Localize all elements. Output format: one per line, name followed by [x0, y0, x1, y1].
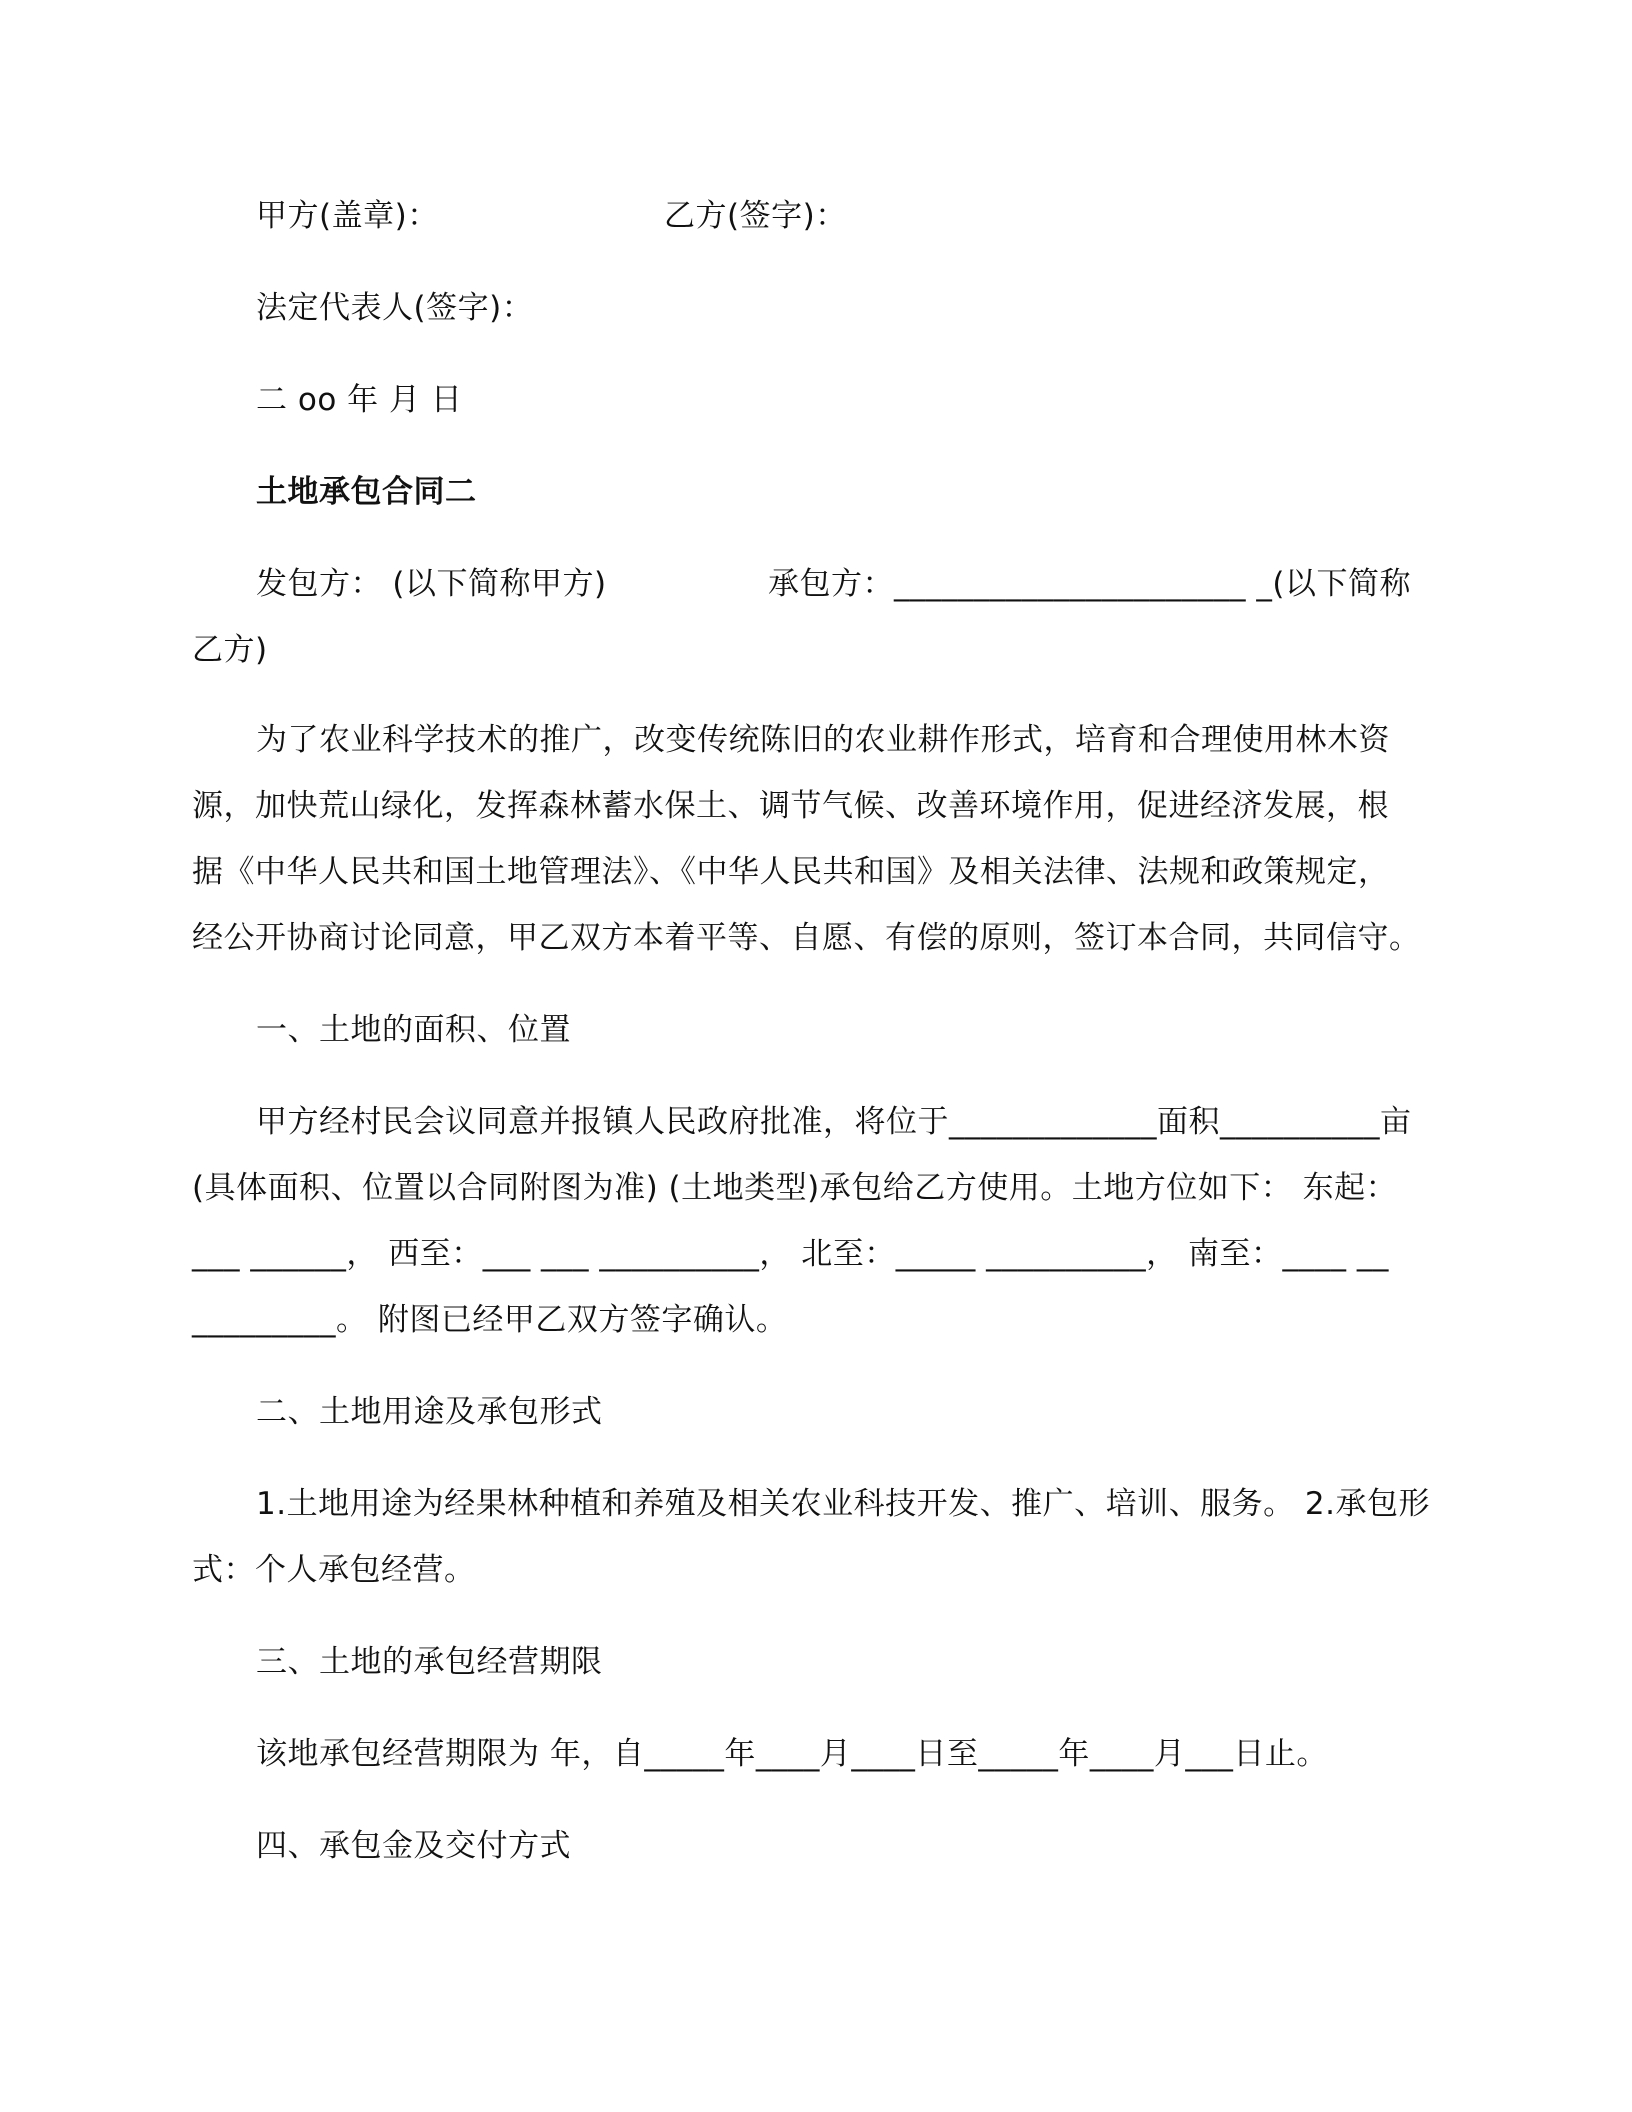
intro-line-1: 为了农业科学技术的推广，改变传统陈旧的农业耕作形式，培育和合理使用林木资 [256, 722, 1390, 758]
section1-line-2: (具体面积、位置以合同附图为准) (土地类型)承包给乙方使用。土地方位如下： 东起： [192, 1170, 1398, 1206]
intro-line-4: 经公开协商讨论同意，甲乙双方本着平等、自愿、有偿的原则，签订本合同，共同信守。 [192, 920, 1421, 956]
contractor-line: 承包方：______________________ _(以下简称 [768, 566, 1411, 602]
date-line: 二 oo 年 月 日 [256, 382, 463, 418]
section3-line-1: 该地承包经营期限为 年，自_____年____月____日至_____年____月___日止。 [256, 1736, 1328, 1772]
section1-heading: 一、土地的面积、位置 [256, 1012, 571, 1048]
contractor-line-cont: 乙方) [192, 632, 268, 668]
intro-line-3: 据《中华人民共和国土地管理法》、《中华人民共和国》及相关法律、法规和政策规定， [192, 854, 1390, 890]
party-b-sign-label: 乙方(签字)： [664, 198, 847, 234]
section3-heading: 三、土地的承包经营期限 [256, 1644, 603, 1680]
intro-line-2: 源，加快荒山绿化，发挥森林蓄水保土、调节气候、改善环境作用，促进经济发展，根 [192, 788, 1389, 824]
section1-line-1: 甲方经村民会议同意并报镇人民政府批准，将位于_____________面积__________亩 [256, 1104, 1412, 1140]
issuer-line: 发包方： (以下简称甲方) [256, 566, 607, 602]
section2-heading: 二、土地用途及承包形式 [256, 1394, 603, 1430]
section1-line-4: _________。 附图已经甲乙双方签字确认。 [192, 1302, 788, 1338]
section2-line-1: 1.土地用途为经果林种植和养殖及相关农业科技开发、推广、培训、服务。 2.承包形 [256, 1486, 1431, 1522]
section2-line-2: 式：个人承包经营。 [192, 1552, 476, 1588]
party-a-seal-label: 甲方(盖章)： [256, 198, 439, 234]
contract-title: 土地承包合同二 [256, 474, 477, 510]
legal-rep-label: 法定代表人(签字)： [256, 290, 534, 326]
section4-heading: 四、承包金及交付方式 [256, 1828, 571, 1864]
section1-line-3: ___ ______， 西至：___ ___ __________， 北至：_____ __________， 南至：____ __ [192, 1236, 1389, 1272]
